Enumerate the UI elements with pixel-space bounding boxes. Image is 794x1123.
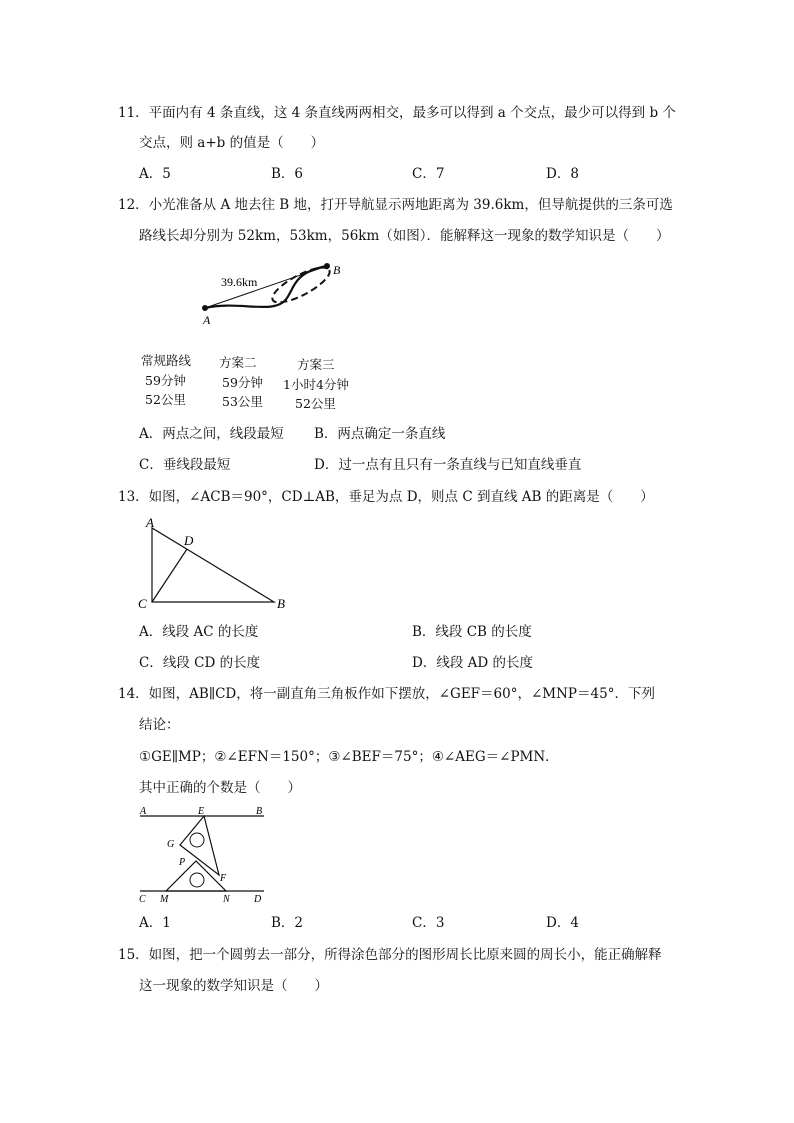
point-b-label: B bbox=[333, 263, 341, 277]
q11-option-c: C．7 bbox=[412, 166, 445, 182]
q14-line1: 14．如图，AB∥CD，将一副直角三角板作如下摆放，∠GEF＝60°，∠MNP＝45°．下列 bbox=[118, 686, 655, 702]
label-n: N bbox=[223, 894, 230, 905]
triangle-egf-hole bbox=[190, 833, 204, 847]
q11-line2: 交点，则 a+b 的值是（ ） bbox=[139, 135, 325, 151]
q14-triangles-figure bbox=[136, 803, 268, 905]
point-a-dot bbox=[202, 305, 208, 311]
route-highlight-ellipse bbox=[268, 261, 334, 309]
q11-line1: 11．平面内有 4 条直线，这 4 条直线两两相交，最多可以得到 a 个交点，最少可以得到 b 个 bbox=[118, 105, 676, 121]
q12-option-b: B．两点确定一条直线 bbox=[314, 426, 446, 442]
label-g: G bbox=[167, 839, 175, 850]
label-f: F bbox=[220, 873, 227, 884]
triangle-egf bbox=[180, 816, 219, 875]
q12-option-d: D．过一点有且只有一条直线与已知直线垂直 bbox=[314, 457, 582, 473]
point-a-label: A bbox=[203, 313, 211, 327]
label-c: C bbox=[139, 894, 146, 905]
q14-line2: 结论： bbox=[139, 717, 180, 733]
q14-option-c: C．3 bbox=[412, 915, 445, 931]
route-2-time: 59分钟 bbox=[222, 375, 263, 390]
segment-cd bbox=[152, 549, 187, 602]
triangle-acb bbox=[152, 528, 274, 602]
label-d: D bbox=[184, 533, 194, 548]
q11-option-b: B．6 bbox=[271, 166, 304, 182]
distance-label: 39.6km bbox=[221, 275, 258, 289]
triangle-mpn-hole bbox=[190, 873, 204, 887]
q14-option-a: A．1 bbox=[139, 915, 171, 931]
q12-option-a: A．两点之间，线段最短 bbox=[139, 426, 284, 442]
q11-option-d: D．8 bbox=[546, 166, 579, 182]
route-1-dist: 52公里 bbox=[145, 392, 186, 407]
label-a: A bbox=[146, 515, 154, 530]
route-1-name: 常规路线 bbox=[141, 353, 192, 368]
q13-option-a: A．线段 AC 的长度 bbox=[139, 624, 259, 640]
q12-option-c: C．垂线段最短 bbox=[139, 457, 231, 473]
route-2-name: 方案二 bbox=[219, 355, 257, 370]
q13-triangle-figure bbox=[136, 514, 296, 614]
label-b: B bbox=[256, 806, 263, 817]
label-a: A bbox=[140, 806, 147, 817]
q13-option-b: B．线段 CB 的长度 bbox=[412, 624, 532, 640]
q12-route-figure bbox=[195, 258, 355, 328]
label-d: D bbox=[254, 894, 262, 905]
route-3-dist: 52公里 bbox=[295, 396, 336, 411]
point-b-dot bbox=[324, 263, 330, 269]
q11-option-a: A．5 bbox=[139, 166, 171, 182]
label-b: B bbox=[277, 596, 285, 611]
q15-line1: 15．如图，把一个圆剪去一部分，所得涂色部分的图形周长比原来圆的周长小，能正确解释 bbox=[118, 947, 662, 963]
label-e: E bbox=[198, 806, 205, 817]
route-2-dist: 53公里 bbox=[222, 394, 263, 409]
q13-option-c: C．线段 CD 的长度 bbox=[139, 655, 261, 671]
q13-line1: 13．如图，∠ACB＝90°，CD⊥AB，垂足为点 D，则点 C 到直线 AB 的距离是（ ） bbox=[118, 489, 654, 505]
q12-line1: 12．小光准备从 A 地去往 B 地，打开导航显示两地距离为 39.6km，但导航提供的三条可选 bbox=[118, 197, 673, 213]
q14-line3: ①GE∥MP；②∠EFN＝150°；③∠BEF＝75°；④∠AEG＝∠PMN． bbox=[139, 749, 559, 765]
route-3-name: 方案三 bbox=[297, 357, 335, 372]
q14-option-d: D．4 bbox=[546, 915, 579, 931]
label-c: C bbox=[138, 596, 147, 611]
q14-line4: 其中正确的个数是（ ） bbox=[139, 780, 301, 796]
q15-line2: 这一现象的数学知识是（ ） bbox=[139, 978, 328, 994]
label-p: P bbox=[179, 857, 186, 868]
q14-option-b: B．2 bbox=[271, 915, 304, 931]
q13-option-d: D．线段 AD 的长度 bbox=[412, 655, 533, 671]
route-1-time: 59分钟 bbox=[145, 373, 186, 388]
label-m: M bbox=[160, 894, 169, 905]
route-3-time: 1小时4分钟 bbox=[283, 377, 349, 392]
q12-line2: 路线长却分别为 52km，53km，56km（如图）．能解释这一现象的数学知识是（ ） bbox=[139, 228, 670, 244]
